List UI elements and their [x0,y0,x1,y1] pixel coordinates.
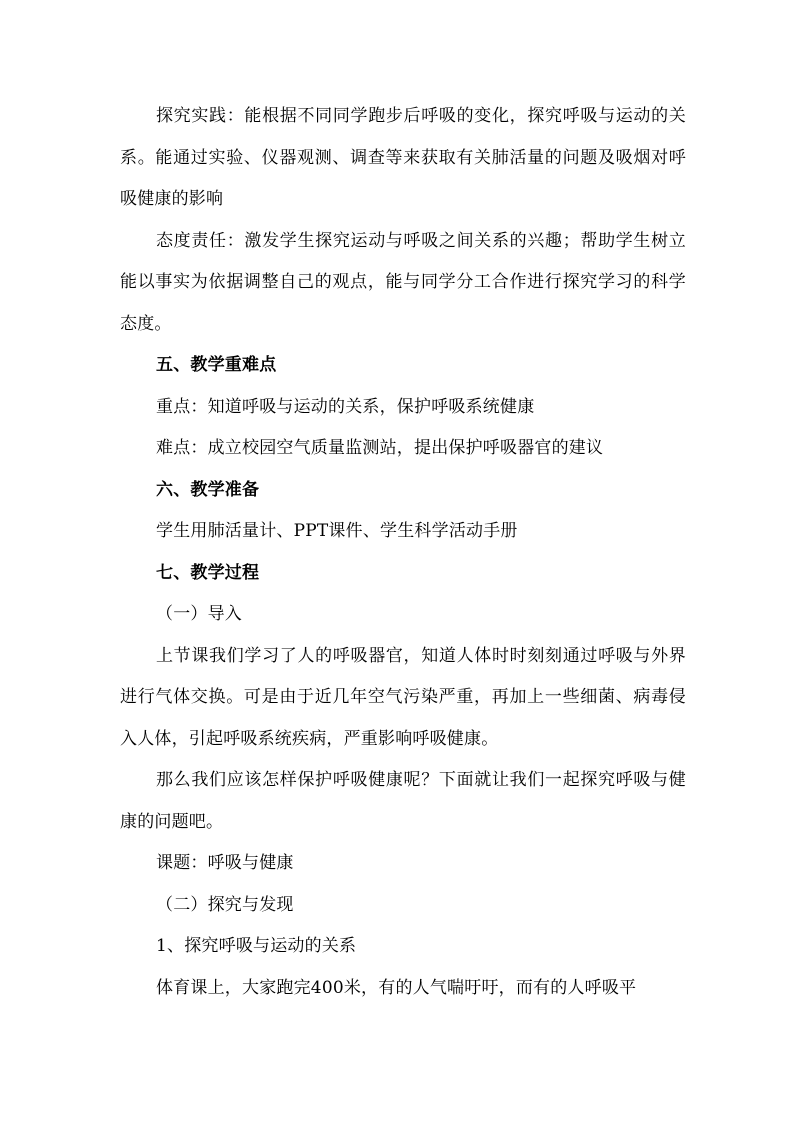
paragraph-pe-class: 体育课上，大家跑完400米，有的人气喘吁吁，而有的人呼吸平 [156,977,637,998]
subheading-intro: （一）导入 [156,604,242,624]
paragraph-attitude: 态度责任：激发学生探究运动与呼吸之间关系的兴趣；帮助学生树立能以事实为依据调整自己的观点，能与同学分工合作进行探究学习的科学态度。 [120,230,686,334]
paragraph-materials: 学生用肺活量计、PPT课件、学生科学活动手册 [156,521,518,541]
paragraph-key-point: 重点：知道呼吸与运动的关系，保护呼吸系统健康 [156,396,535,417]
document-body [120,96,686,1009]
paragraph-question: 那么我们应该怎样保护呼吸健康呢？下面就让我们一起探究呼吸与健康的问题吧。 [120,770,686,832]
heading-process: 七、教学过程 [156,562,260,583]
paragraph-topic: 课题：呼吸与健康 [156,853,294,873]
paragraph-difficulty: 难点：成立校园空气质量监测站，提出保护呼吸器官的建议 [156,438,604,458]
subheading-explore-1: 1、探究呼吸与运动的关系 [156,936,357,956]
heading-preparation: 六、教学准备 [156,479,260,500]
paragraph-intro-text: 上节课我们学习了人的呼吸器官，知道人体时时刻刻通过呼吸与外界进行气体交换。可是由于近几年空气污染严重，再加上一些细菌、病毒侵入人体，引起呼吸系统疾病，严重影响呼吸健康。 [120,645,686,749]
subheading-explore: （二）探究与发现 [156,894,294,915]
heading-key-points: 五、教学重难点 [156,355,277,375]
paragraph-practice: 探究实践：能根据不同同学跑步后呼吸的变化，探究呼吸与运动的关系。能通过实验、仪器观测、调查等来获取有关肺活量的问题及吸烟对呼吸健康的影响 [120,106,686,209]
